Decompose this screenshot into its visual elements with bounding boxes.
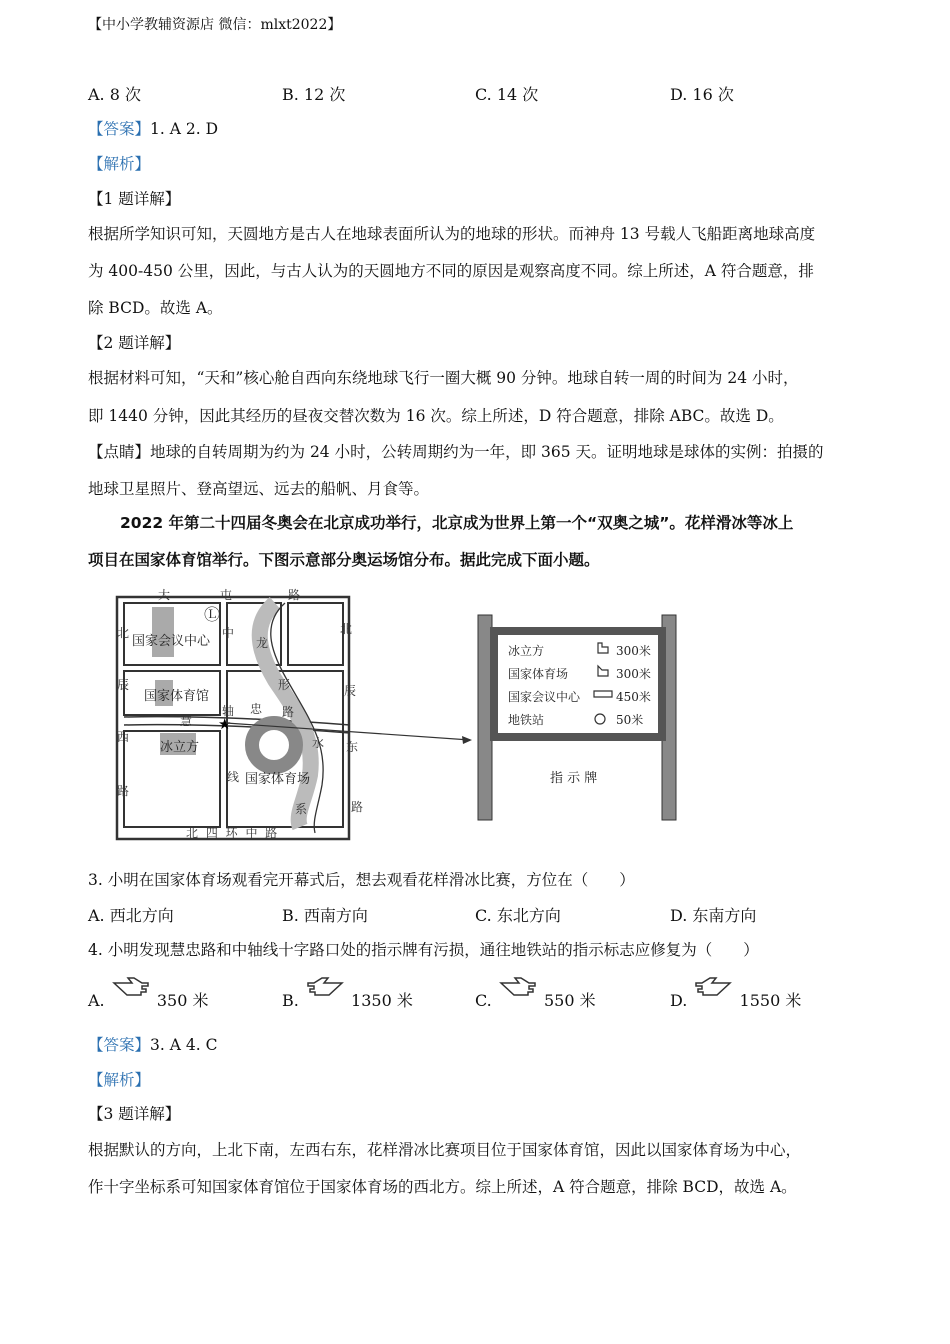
detail-2-title: 【2 题详解】 bbox=[88, 334, 181, 352]
conference-center-label: 国家会议中心 bbox=[132, 634, 211, 649]
ice-cube-label: 冰立方 bbox=[160, 740, 200, 755]
q3-option-d: D. 东南方向 bbox=[670, 906, 757, 925]
tip-line-1 bbox=[88, 440, 824, 462]
road-north-char: 大 bbox=[158, 588, 171, 602]
sign-row-dist: 300米 bbox=[616, 667, 651, 681]
q2-option-a: A. 8 次 bbox=[88, 85, 141, 104]
intro-line-2: 项目在国家体育馆举行。下图示意部分奥运场馆分布。据此完成下面小题。 bbox=[88, 551, 600, 569]
answer-line-1 bbox=[88, 117, 218, 139]
road-huizhong-char: 忠 bbox=[250, 702, 263, 716]
option-distance: 1350 米 bbox=[351, 990, 413, 1010]
q3-option-c: C. 东北方向 bbox=[475, 906, 561, 925]
sign-row-name: 地铁站 bbox=[508, 713, 545, 727]
detail-1-title: 【1 题详解】 bbox=[88, 190, 181, 208]
sign-caption: 指 示 牌 bbox=[550, 771, 598, 786]
road-axis-char: 线 bbox=[227, 770, 240, 784]
road-axis-char: 中 bbox=[222, 626, 235, 640]
river-char: 形 bbox=[278, 678, 291, 692]
river-char: 系 bbox=[295, 802, 308, 816]
star-marker: ★ bbox=[218, 715, 232, 733]
hand-left-icon bbox=[304, 975, 346, 1003]
road-huizhong-char: 路 bbox=[282, 705, 295, 719]
intro-line-1: 2022 年第二十四届冬奥会在北京成功举行，北京成为世界上第一个“双奥之城”。花样滑冰等冰上 bbox=[120, 514, 794, 532]
option-letter: C. bbox=[475, 990, 492, 1010]
arrow-head bbox=[462, 736, 472, 744]
road-west-char: 辰 bbox=[117, 678, 130, 692]
detail-2-line-1: 根据材料可知，“天和”核心舱自西向东绕地球飞行一圈大概 90 分钟。地球自转一周的时间为 24 小时， bbox=[88, 369, 799, 387]
page-header: 【中小学教辅资源店 微信：mlxt2022】 bbox=[88, 17, 342, 33]
river-char: 水 bbox=[312, 736, 325, 750]
road-south: 北 四 环 中 路 bbox=[186, 826, 280, 840]
detail-1-line-2: 为 400-450 公里，因此，与古人认为的天圆地方不同的原因是观察高度不同。综上所述，A 符合题意，排 bbox=[88, 262, 814, 280]
detail-1-line-3: 除 BCD。故选 A。 bbox=[88, 299, 223, 317]
analysis-tag: 【解析】 bbox=[88, 155, 151, 173]
sign-row-name: 国家会议中心 bbox=[508, 690, 581, 704]
detail-2-line-2: 即 1440 分钟，因此其经历的昼夜交替次数为 16 次。综上所述，D 符合题意，排除 ABC。故选 D。 bbox=[88, 407, 784, 425]
option-distance: 550 米 bbox=[543, 990, 596, 1010]
road-north-char: 屯 bbox=[220, 588, 233, 602]
q2-option-c: C. 14 次 bbox=[475, 85, 539, 104]
answer-tag: 【答案】 bbox=[88, 1036, 151, 1054]
q4-option-b bbox=[282, 975, 413, 1010]
block bbox=[288, 603, 343, 665]
sign-row-name: 国家体育场 bbox=[508, 667, 569, 681]
hand-left-icon bbox=[692, 975, 734, 1003]
road-west-char: 西 bbox=[117, 730, 130, 744]
analysis-tag: 【解析】 bbox=[88, 1071, 151, 1089]
road-west-char: 北 bbox=[117, 626, 130, 640]
sign-row-name: 冰立方 bbox=[508, 644, 545, 658]
q4-option-d bbox=[670, 975, 802, 1010]
river-char: 龙 bbox=[256, 636, 269, 650]
answer-line-2 bbox=[88, 1033, 217, 1055]
q3-option-b: B. 西南方向 bbox=[282, 906, 368, 925]
metro-icon: Ⓛ bbox=[204, 605, 221, 624]
detail-1-line-1: 根据所学知识可知，天圆地方是古人在地球表面所认为的地球的形状。而神舟 13 号载人飞船距离地球高度 bbox=[88, 225, 816, 243]
road-huizhong-char: 慧 bbox=[180, 714, 193, 728]
hand-right-icon bbox=[497, 975, 539, 1003]
sign-post-left bbox=[478, 615, 492, 820]
stadium-shape bbox=[252, 723, 296, 767]
detail-3-title: 【3 题详解】 bbox=[88, 1105, 181, 1123]
road-east-char: 东 bbox=[346, 740, 359, 754]
road-east-char: 北 bbox=[340, 622, 353, 636]
answer-tag: 【答案】 bbox=[88, 120, 151, 138]
tip-line-2: 地球卫星照片、登高望远、远去的船帆、月食等。 bbox=[88, 480, 430, 498]
road-west-char: 路 bbox=[117, 784, 130, 798]
q3-stem: 3. 小明在国家体育场观看完开幕式后，想去观看花样滑冰比赛，方位在（ ） bbox=[88, 871, 635, 889]
conference-center-shape bbox=[152, 607, 174, 657]
detail-3-line-1: 根据默认的方向，上北下南，左西右东，花样滑冰比赛项目位于国家体育馆，因此以国家体育场为中心， bbox=[88, 1141, 802, 1159]
tip-tag: 【点睛】 bbox=[88, 443, 151, 461]
tip-text: 地球的自转周期为约为 24 小时，公转周期约为一年，即 365 天。证明地球是球体的实例：拍摄的 bbox=[150, 443, 824, 461]
q2-option-d: D. 16 次 bbox=[670, 85, 734, 104]
hand-right-icon bbox=[110, 975, 152, 1003]
gym-label: 国家体育馆 bbox=[144, 689, 210, 704]
stadium-label: 国家体育场 bbox=[245, 772, 311, 787]
option-letter: D. bbox=[670, 990, 688, 1010]
answer-text: 1. A 2. D bbox=[150, 120, 218, 138]
detail-3-line-2: 作十字坐标系可知国家体育馆位于国家体育场的西北方。综上所述，A 符合题意，排除 BCD，故选 A。 bbox=[88, 1178, 797, 1196]
road-east-char: 辰 bbox=[344, 684, 357, 698]
option-letter: A. bbox=[88, 990, 105, 1010]
road-east-char: 路 bbox=[351, 800, 364, 814]
q4-stem: 4. 小明发现慧忠路和中轴线十字路口处的指示牌有污损，通往地铁站的指示标志应修复为（ ） bbox=[88, 941, 759, 959]
road-axis-char: 轴 bbox=[222, 704, 235, 718]
option-letter: B. bbox=[282, 990, 299, 1010]
q3-option-a: A. 西北方向 bbox=[88, 906, 174, 925]
olympic-venues-figure bbox=[100, 585, 700, 850]
sign-row-dist: 50米 bbox=[616, 713, 644, 727]
q4-option-c bbox=[475, 975, 596, 1010]
q2-option-b: B. 12 次 bbox=[282, 85, 346, 104]
sign-row-dist: 450米 bbox=[616, 690, 651, 704]
q4-option-a bbox=[88, 975, 209, 1010]
sign-row-dist: 300米 bbox=[616, 644, 651, 658]
option-distance: 1550 米 bbox=[739, 990, 802, 1010]
option-distance: 350 米 bbox=[156, 990, 209, 1010]
road-north-char: 路 bbox=[288, 588, 301, 602]
answer-text: 3. A 4. C bbox=[150, 1036, 218, 1054]
